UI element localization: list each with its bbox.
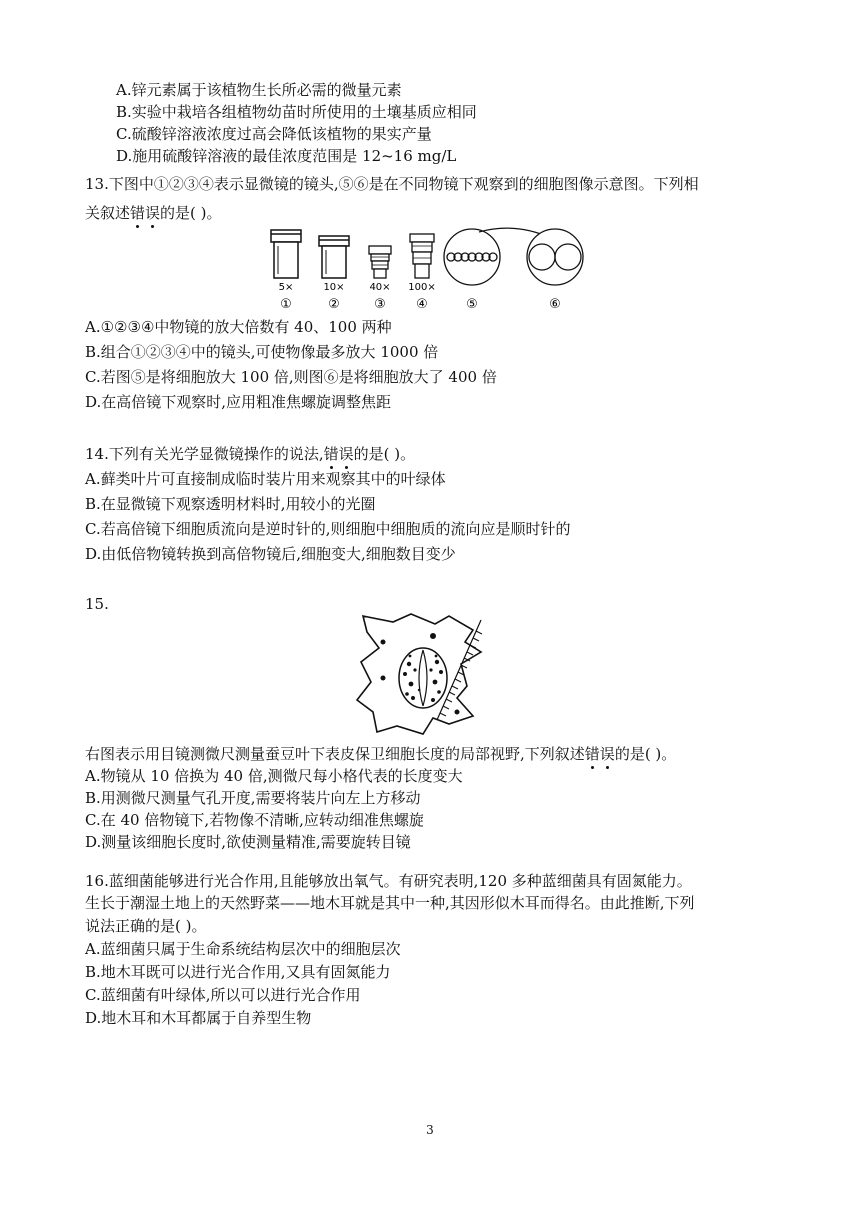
q13-stem-line2 — [85, 203, 222, 223]
lens-3-objective — [369, 246, 391, 278]
label-3: ③ — [374, 297, 386, 312]
q15-option-a: A.物镜从 10 倍换为 40 倍,测微尺每小格代表的长度变大 — [85, 767, 463, 785]
q16-stem-line1: 16.蓝细菌能够进行光合作用,且能够放出氧气。有研究表明,120 多种蓝细菌具有固氮能力。 — [85, 872, 692, 890]
q13-option-b: B.组合①②③④中的镜头,可使物像最多放大 1000 倍 — [85, 343, 439, 361]
q12-option-a: A.锌元素属于该植物生长所必需的微量元素 — [116, 81, 402, 99]
lens-1-mag: 5× — [278, 282, 294, 293]
q12-option-b: B.实验中栽培各组植物幼苗时所使用的土壤基质应相同 — [116, 103, 477, 121]
q15-option-c: C.在 40 倍物镜下,若物像不清晰,应转动细准焦螺旋 — [85, 811, 424, 829]
q13-stem-pre: 关叙述 — [85, 204, 131, 222]
q16-option-c: C.蓝细菌有叶绿体,所以可以进行光合作用 — [85, 986, 361, 1004]
q14-option-b: B.在显微镜下观察透明材料时,用较小的光圈 — [85, 495, 376, 513]
guard-cell-pair — [399, 648, 447, 708]
view-5-low-magnification — [444, 229, 500, 285]
q16-stem-line2: 生长于潮湿土地上的天然野菜——地木耳就是其中一种,其因形似木耳而得名。由此推断,下列 — [85, 894, 695, 912]
q16-option-b: B.地木耳既可以进行光合作用,又具有固氮能力 — [85, 963, 391, 981]
q14-emphasis-char-2: 误 — [338, 445, 354, 463]
q13-stem-post: 的是( )。 — [160, 204, 222, 222]
q15-option-d: D.测量该细胞长度时,欲使测量精准,需要旋转目镜 — [85, 833, 411, 851]
lens-2-mag: 10× — [323, 282, 345, 293]
q15-stem-pre: 右图表示用目镜测微尺测量蚕豆叶下表皮保卫细胞长度的局部视野,下列叙述 — [85, 745, 585, 763]
q14-stem — [85, 444, 415, 464]
lens-1-eyepiece — [271, 230, 301, 278]
q14-stem-pre: 14.下列有关光学显微镜操作的说法, — [85, 445, 324, 463]
q16-option-a: A.蓝细菌只属于生命系统结构层次中的细胞层次 — [85, 940, 401, 958]
label-5: ⑤ — [466, 297, 478, 312]
q12-option-d: D.施用硫酸锌溶液的最佳浓度范围是 12~16 mg/L — [116, 147, 457, 165]
lens-3-mag: 40× — [369, 282, 391, 293]
q12-option-c: C.硫酸锌溶液浓度过高会降低该植物的果实产量 — [116, 125, 432, 143]
q13-option-a: A.①②③④中物镜的放大倍数有 40、100 两种 — [85, 318, 392, 336]
q15-stem — [85, 744, 676, 764]
view-6-high-magnification — [527, 229, 583, 285]
q15-number: 15. — [85, 595, 109, 613]
q15-stem-post: 的是( )。 — [614, 745, 677, 763]
q16-stem-line3: 说法正确的是( )。 — [85, 917, 207, 935]
q16-option-d: D.地木耳和木耳都属于自养型生物 — [85, 1009, 312, 1027]
lens-4-objective — [410, 234, 434, 278]
q13-option-c: C.若图⑤是将细胞放大 100 倍,则图⑥是将细胞放大了 400 倍 — [85, 368, 497, 386]
q14-option-a: A.藓类叶片可直接制成临时装片用来观察其中的叶绿体 — [85, 470, 446, 488]
q13-option-d: D.在高倍镜下观察时,应用粗准焦螺旋调整焦距 — [85, 393, 392, 411]
q15-emphasis-char-2: 误 — [599, 745, 615, 763]
q15-emphasis-char-1: 错 — [584, 745, 600, 763]
q13-emphasis-char-1: 错 — [130, 204, 146, 222]
q15-option-b: B.用测微尺测量气孔开度,需要将装片向左上方移动 — [85, 789, 421, 807]
q13-microscope-lens-figure — [265, 224, 595, 316]
q14-option-d: D.由低倍物镜转换到高倍物镜后,细胞变大,细胞数目变少 — [85, 545, 456, 563]
label-4: ④ — [416, 297, 428, 312]
page-number: 3 — [426, 1123, 434, 1137]
q15-guard-cell-micrometer-figure — [353, 612, 493, 740]
q14-emphasis-char-1: 错 — [323, 445, 339, 463]
q14-option-c: C.若高倍镜下细胞质流向是逆时针的,则细胞中细胞质的流向应是顺时针的 — [85, 520, 571, 538]
label-6: ⑥ — [549, 297, 561, 312]
q13-emphasis-char-2: 误 — [145, 204, 161, 222]
q13-stem-line1: 13.下图中①②③④表示显微镜的镜头,⑤⑥是在不同物镜下观察到的细胞图像示意图。下列相 — [85, 175, 699, 193]
label-2: ② — [328, 297, 340, 312]
label-1: ① — [280, 297, 292, 312]
lens-4-mag: 100× — [408, 282, 436, 293]
lens-2-eyepiece — [319, 236, 349, 278]
q14-stem-post: 的是( )。 — [353, 445, 416, 463]
